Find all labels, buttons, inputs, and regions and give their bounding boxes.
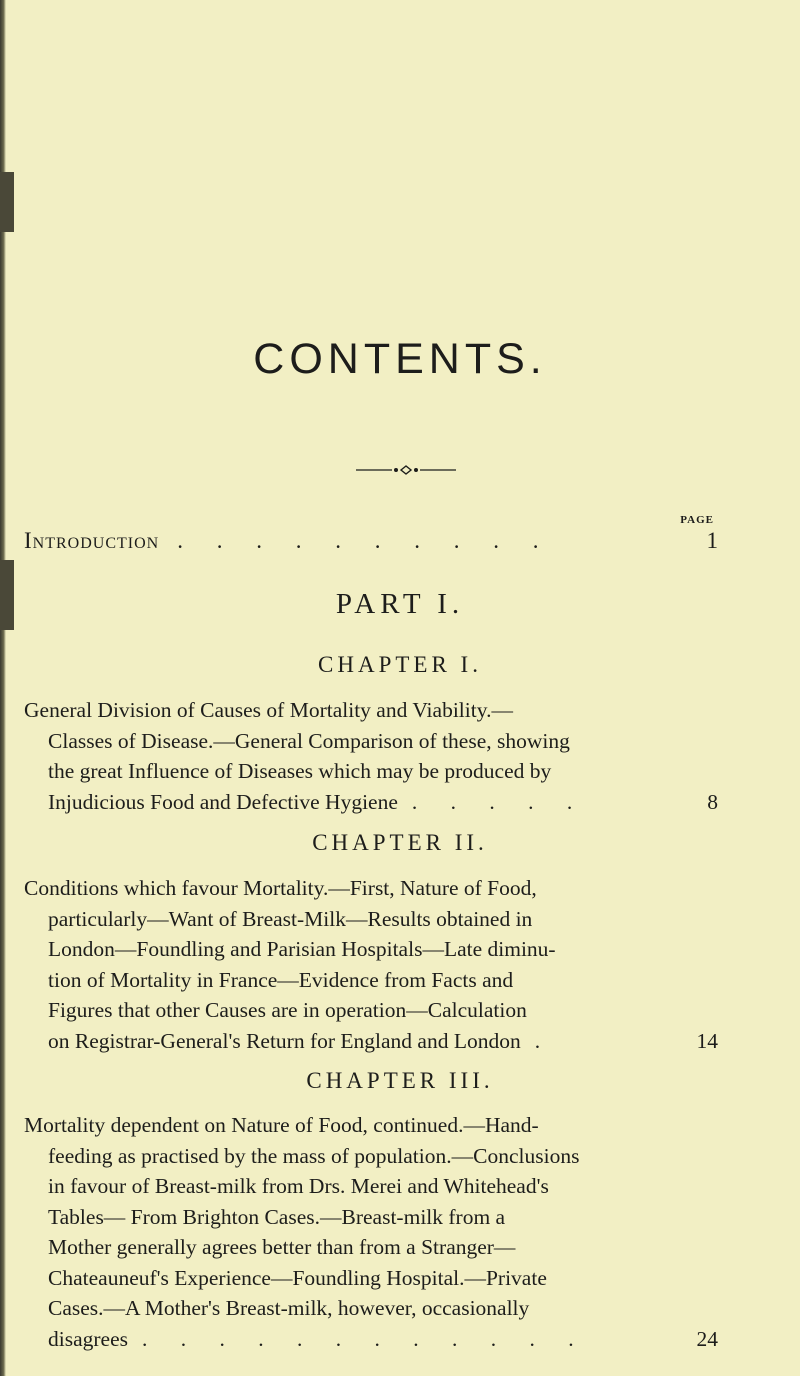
dot-leader: . . . . . . . . . . [177,528,553,553]
entry-line: disagrees [48,1326,128,1351]
toc-page-number: 24 [696,1326,718,1351]
entry-line: Tables— From Brighton Cases.—Breast-milk from a [48,1204,506,1229]
entry-line: Cases.—A Mother's Breast-milk, however, occasionally [48,1296,530,1320]
chapter-title: CHAPTER II. [312,830,488,855]
entry-line: in favour of Breast-milk from Drs. Merei and Whitehead's [48,1174,549,1198]
toc-entry-chapter-3[interactable] [24,1110,718,1354]
page-column-label: PAGE [680,514,714,526]
entry-line-last [24,1026,718,1057]
entry-line: Mother generally agrees better than from a Stranger— [48,1235,516,1259]
toc-entry-chapter-2[interactable] [24,873,718,1056]
entry-line: feeding as practised by the mass of population.—Conclusions [48,1143,580,1168]
entry-line: on Registrar-General's Return for England and London [48,1028,521,1053]
binding-mark [0,172,14,232]
entry-line-last [24,787,718,818]
dot-leader: . . . . . . . . . . . . [142,1326,588,1351]
part-title: PART I. [335,588,465,620]
entry-line: tion of Mortality in France—Evidence from Facts and [48,967,514,992]
toc-entry-label: Introduction [24,528,160,553]
chapter-title: CHAPTER III. [306,1068,494,1093]
entry-line: the great Influence of Diseases which may be produced by [48,759,552,783]
toc-entry-chapter-1[interactable] [24,695,718,817]
toc-page-number: 8 [707,789,718,814]
entry-line: Figures that other Causes are in operation—Calculation [48,998,527,1022]
toc-page-number: 14 [696,1028,718,1053]
entry-line: Injudicious Food and Defective Hygiene [48,789,398,814]
entry-line: Classes of Disease.—General Comparison of these, showing [48,728,570,753]
toc-entry-introduction[interactable] [24,528,718,554]
toc-page-number: 1 [706,528,718,553]
dot-leader: . . . . . [411,789,587,814]
entry-line: Conditions which favour Mortality.—First, Nature of Food, [24,876,537,900]
dot-leader: . [534,1028,555,1053]
entry-line: General Division of Causes of Mortality and Viability.— [24,698,513,722]
entry-line: London—Foundling and Parisian Hospitals—Late diminu- [48,937,556,961]
chapter-title: CHAPTER I. [318,652,482,677]
ornament-rule-icon [356,464,456,476]
entry-line: Mortality dependent on Nature of Food, continued.—Hand- [24,1113,539,1137]
contents-title: CONTENTS. [253,335,547,383]
entry-line: particularly—Want of Breast-Milk—Results obtained in [48,906,533,931]
entry-line: Chateauneuf's Experience—Foundling Hospital.—Private [48,1265,547,1290]
entry-line-last [24,1324,718,1355]
